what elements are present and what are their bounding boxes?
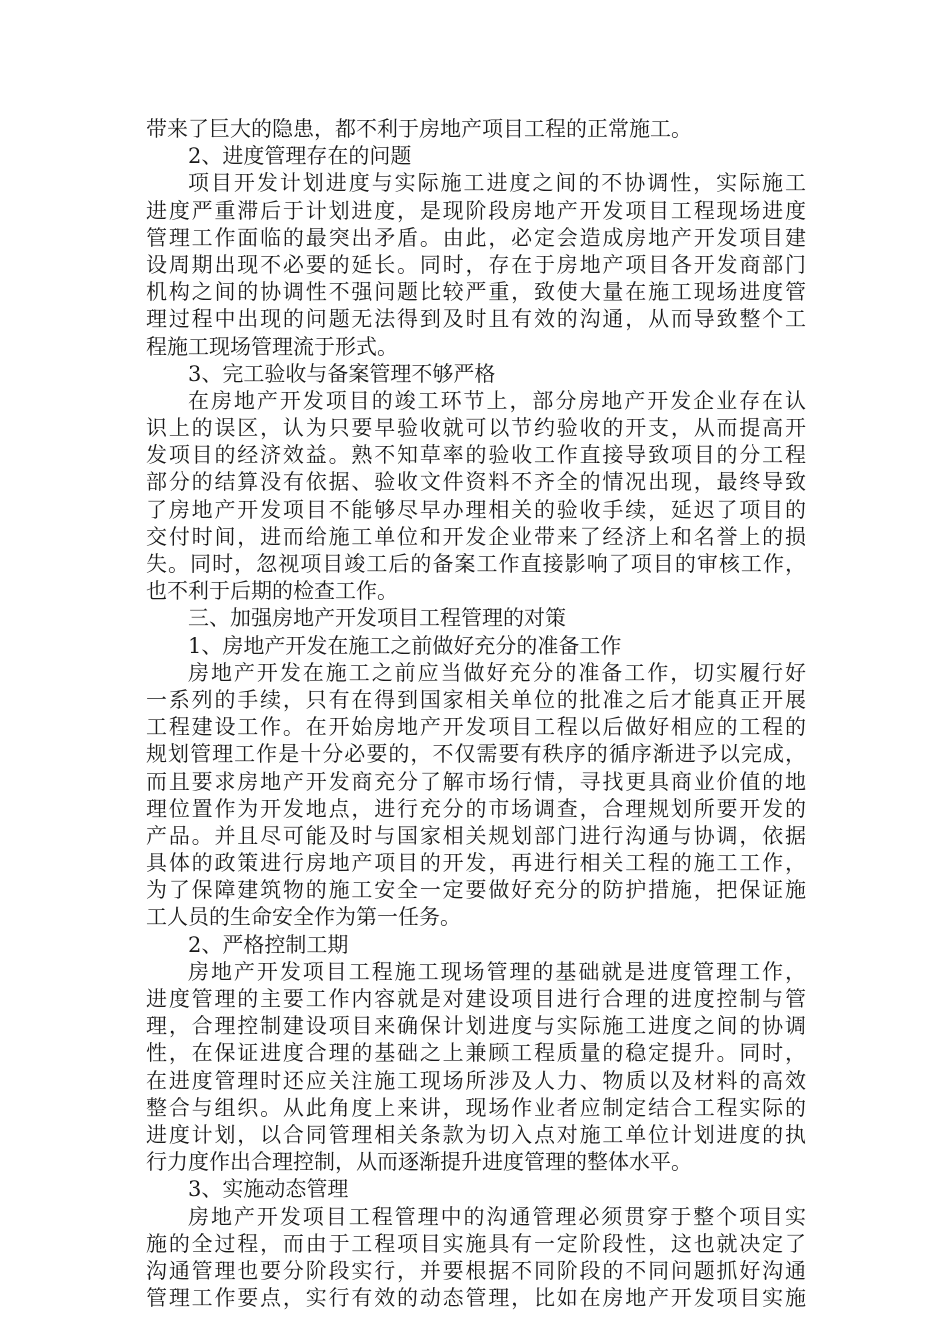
- text-line: 项目开发计划进度与实际施工进度之间的不协调性，实际施工: [188, 171, 806, 196]
- text-line: 而且要求房地产开发商充分了解市场行情，寻找更具商业价值的地: [146, 769, 806, 794]
- text-line: 性，在保证进度合理的基础之上兼顾工程质量的稳定提升。同时，: [146, 1041, 806, 1066]
- text-line: 理过程中出现的问题无法得到及时且有效的沟通，从而导致整个工: [146, 307, 806, 332]
- text-line: 交付时间，进而给施工单位和开发企业带来了经济上和名誉上的损: [146, 524, 806, 549]
- text-line: 行力度作出合理控制，从而逐渐提升进度管理的整体水平。: [146, 1150, 692, 1175]
- text-line: 发项目的经济效益。熟不知草率的验收工作直接导致项目的分工程: [146, 443, 806, 468]
- text-line: 程施工现场管理流于形式。: [146, 334, 398, 359]
- text-line: 3、实施动态管理: [188, 1177, 349, 1202]
- text-line: 了房地产开发项目不能够尽早办理相关的验收手续，延迟了项目的: [146, 497, 806, 522]
- text-line: 工人员的生命安全作为第一任务。: [146, 905, 461, 930]
- text-line: 理，合理控制建设项目来确保计划进度与实际施工进度之间的协调: [146, 1014, 806, 1039]
- text-line: 工程建设工作。在开始房地产开发项目工程以后做好相应的工程的: [146, 715, 806, 740]
- text-line: 规划管理工作是十分必要的，不仅需要有秩序的循序渐进予以完成，: [146, 742, 806, 767]
- text-line: 失。同时，忽视项目竣工后的备案工作直接影响了项目的审核工作，: [146, 552, 806, 576]
- text-line: 进度管理的主要工作内容就是对建设项目进行合理的进度控制与管: [146, 987, 806, 1011]
- document-page: [146, 116, 806, 1312]
- text-line: 沟通管理也要分阶段实行，并要根据不同阶段的不同问题抓好沟通: [146, 1258, 806, 1283]
- text-line: 房地产开发在施工之前应当做好充分的准备工作，切实履行好: [188, 660, 806, 685]
- text-line: 1、房地产开发在施工之前做好充分的准备工作: [188, 633, 622, 658]
- text-line: 产品。并且尽可能及时与国家相关规划部门进行沟通与协调，依据: [146, 823, 806, 848]
- text-line: 部分的结算没有依据、验收文件资料不齐全的情况出现，最终导致: [146, 470, 806, 495]
- text-line: 房地产开发项目工程管理中的沟通管理必须贯穿于整个项目实: [188, 1204, 806, 1229]
- text-line: 进度计划，以合同管理相关条款为切入点对施工单位计划进度的执: [146, 1122, 806, 1147]
- text-line: 管理工作面临的最突出矛盾。由此，必定会造成房地产开发项目建: [146, 225, 806, 250]
- text-line: 3、完工验收与备案管理不够严格: [188, 361, 496, 386]
- text-line: 也不利于后期的检查工作。: [146, 579, 398, 604]
- text-line: 理位置作为开发地点，进行充分的市场调查，合理规划所要开发的: [146, 796, 806, 821]
- text-line: 管理工作要点，实行有效的动态管理，比如在房地产开发项目实施: [146, 1286, 806, 1311]
- text-line: 一系列的手续，只有在得到国家相关单位的批准之后才能真正开展: [146, 687, 806, 712]
- text-line: 房地产开发项目工程施工现场管理的基础就是进度管理工作，: [188, 959, 806, 984]
- text-line: 2、进度管理存在的问题: [188, 144, 412, 169]
- text-line: 带来了巨大的隐患，都不利于房地产项目工程的正常施工。: [146, 117, 692, 141]
- text-line: 整合与组织。从此角度上来讲，现场作业者应制定结合工程实际的: [146, 1095, 806, 1120]
- text-line: 2、严格控制工期: [188, 932, 349, 957]
- text-line: 设周期出现不必要的延长。同时，存在于房地产项目各开发商部门: [146, 252, 806, 277]
- text-line: 三、加强房地产开发项目工程管理的对策: [188, 606, 566, 631]
- text-line: 机构之间的协调性不强问题比较严重，致使大量在施工现场进度管: [146, 280, 806, 305]
- text-line: 为了保障建筑物的施工安全一定要做好充分的防护措施，把保证施: [146, 878, 806, 903]
- text-line: 进度严重滞后于计划进度，是现阶段房地产开发项目工程现场进度: [146, 198, 806, 223]
- text-line: 在房地产开发项目的竣工环节上，部分房地产开发企业存在认: [188, 388, 806, 413]
- text-line: 在进度管理时还应关注施工现场所涉及人力、物质以及材料的高效: [146, 1068, 806, 1093]
- text-line: 具体的政策进行房地产项目的开发，再进行相关工程的施工工作，: [146, 851, 806, 876]
- text-line: 识上的误区，认为只要早验收就可以节约验收的开支，从而提高开: [146, 416, 806, 441]
- text-line: 施的全过程，而由于工程项目实施具有一定阶段性，这也就决定了: [146, 1231, 806, 1256]
